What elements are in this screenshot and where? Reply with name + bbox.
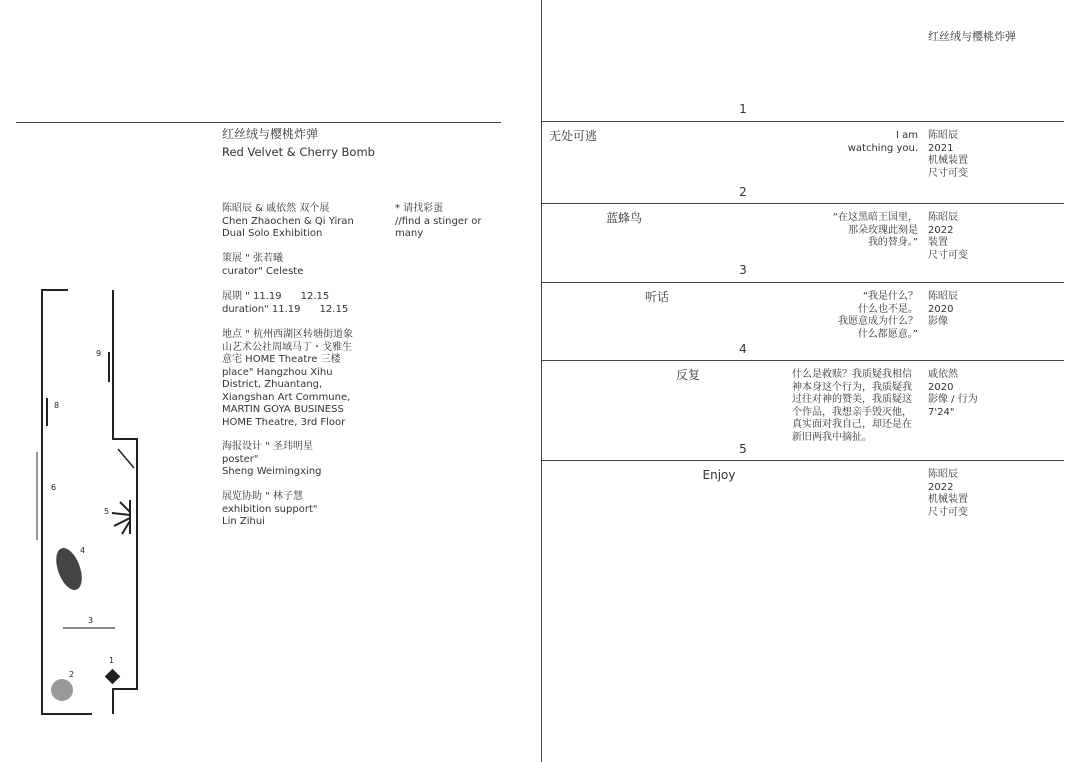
left-title-en: Red Velvet & Cherry Bomb <box>222 145 375 159</box>
work-5-title: Enjoy <box>702 468 736 482</box>
support-block: 展览协助 " 林子慧 exhibition support" Lin Zihui <box>222 491 318 527</box>
floor-label-6: 6 <box>51 483 57 492</box>
artwork-door <box>118 449 134 468</box>
floor-label-4: 4 <box>80 546 86 555</box>
poster-block: 海报设计 " 圣玮明星 poster" Sheng Weimingxing <box>222 441 322 477</box>
work-3-number: 3 <box>739 263 747 277</box>
center-divider <box>541 0 542 762</box>
artwork-5-burst <box>112 500 130 534</box>
duration-block: 展期 " 11.19 12.15 duration" 11.19 12.15 <box>222 291 349 315</box>
floor-label-5: 5 <box>104 507 110 516</box>
artists-block: 陈昭辰 & 戚依然 双个展 Chen Zhaochen & Qi Yiran Dual Solo Exhibition <box>222 203 354 239</box>
work-1-title: 无处可逃 <box>549 129 598 143</box>
curator-block: 策展 " 张若曦 curator" Celeste <box>222 253 304 277</box>
floor-label-8: 8 <box>54 401 60 410</box>
work-4-info: 戚依然 2020 影像 / 行为 7'24" <box>928 369 978 418</box>
work-5-number: 5 <box>739 442 747 456</box>
place-block: 地点 " 杭州西湖区转塘街道象 山艺术公社周域马丁・戈雅生 意宅 HOME Theatre 三楼 place" Hangzhou Xihu District, Zhuantang, Xiangshan Art Commune, MARTIN GOYA BUSINESS HOME Theatre, 3rd Floor <box>222 329 353 428</box>
work-2-title: 蓝蜂鸟 <box>605 211 642 225</box>
floor-plan <box>0 280 200 730</box>
stinger-note: * 请找彩蛋 //find a stinger or many <box>395 203 482 239</box>
work-4-quote: 什么是救赎？我质疑我相信 神本身这个行为，我质疑我 过往对神的赞美，我质疑这 个作品，我想亲手毁灭他， 真实面对我自己，却还是在 新旧两我中摘扯。 <box>792 369 912 443</box>
work-1-info: 陈昭辰 2021 机械装置 尺寸可变 <box>928 130 968 179</box>
floor-label-9: 9 <box>96 349 102 358</box>
work-3-rule <box>542 282 1064 283</box>
left-title-cn: 红丝绒与樱桃炸弹 <box>222 127 319 141</box>
floor-label-3: 3 <box>88 616 94 625</box>
work-4-rule <box>542 360 1064 361</box>
floor-label-1: 1 <box>109 656 115 665</box>
work-4-number: 4 <box>739 342 747 356</box>
left-top-rule <box>16 122 501 123</box>
right-header-title: 红丝绒与樱桃炸弹 <box>928 30 1016 43</box>
work-3-info: 陈昭辰 2020 影像 <box>928 291 958 327</box>
work-5-rule <box>542 460 1064 461</box>
artwork-1-diamond <box>105 669 121 685</box>
artwork-2-circle <box>51 679 73 701</box>
work-1-number: 1 <box>739 102 747 116</box>
work-3-quote: “我是什么？ 什么也不是。 我愿意成为什么？ 什么都愿意。” <box>838 291 918 340</box>
work-4-title: 反复 <box>675 368 700 382</box>
work-2-rule <box>542 203 1064 204</box>
floor-plan-walls <box>42 290 137 714</box>
work-3-title: 听话 <box>644 290 669 304</box>
work-1-rule <box>542 121 1064 122</box>
work-5-info: 陈昭辰 2022 机械装置 尺寸可变 <box>928 469 968 518</box>
work-1-quote: I am watching you. <box>847 130 918 154</box>
work-2-number: 2 <box>739 185 747 199</box>
work-2-info: 陈昭辰 2022 装置 尺寸可变 <box>928 212 968 261</box>
work-2-quote: “在这黑暗王国里， 那朵玫瑰此刻是 我的替身。” <box>832 212 918 248</box>
floor-label-2: 2 <box>69 670 75 679</box>
